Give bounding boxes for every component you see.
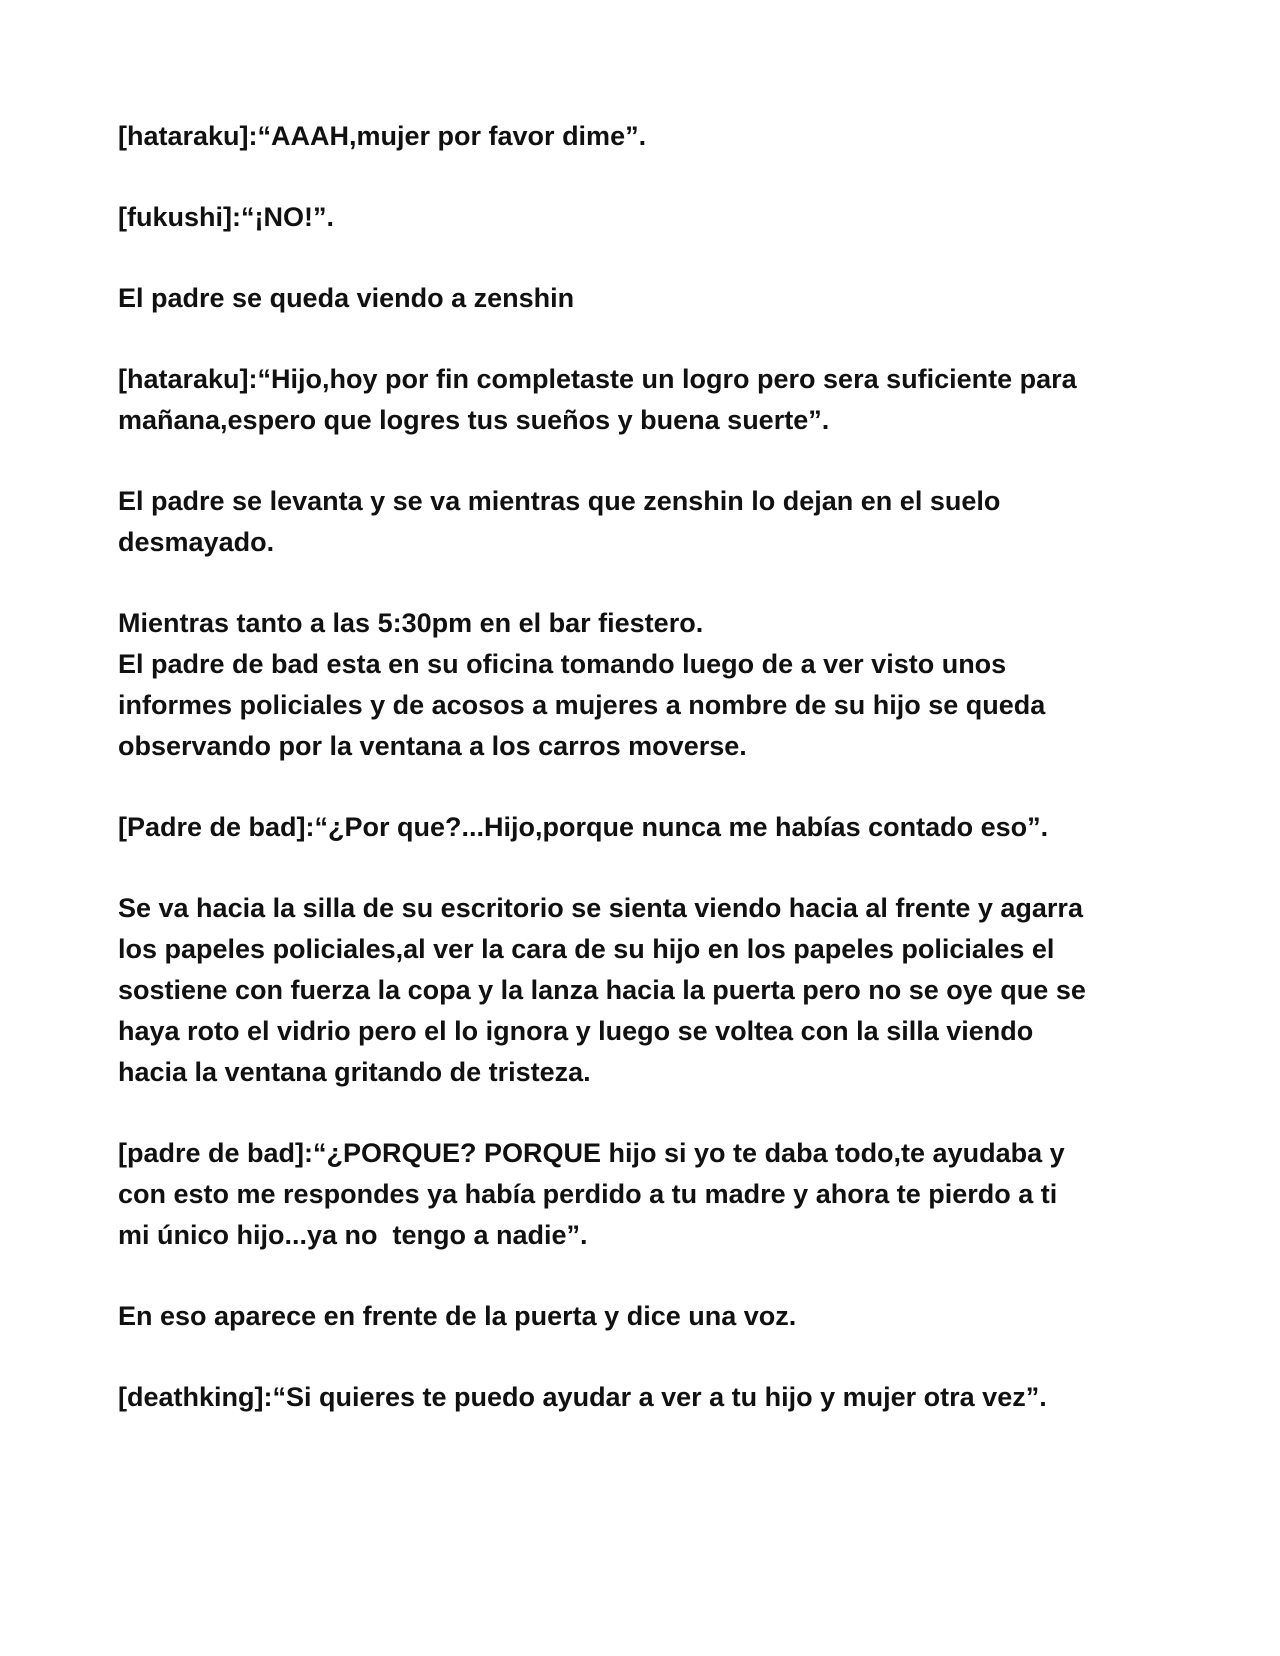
narration-paragraph [118,644,1178,767]
text-line: [Padre de bad]:“¿Por que?...Hijo,porque nunca me habías contado eso”. [118,812,1049,842]
text-line: [hataraku]:“AAAH,mujer por favor dime”. [118,121,647,151]
text-line: Se va hacia la silla de su escritorio se sienta viendo hacia al frente y agarra [118,893,1083,923]
dialogue-fukushi [118,197,1178,238]
text-line: desmayado. [118,527,275,557]
narration-paragraph [118,481,1178,563]
narration-paragraph [118,888,1178,1093]
text-line: Mientras tanto a las 5:30pm en el bar fiestero. [118,608,704,638]
text-line: El padre se queda viendo a zenshin [118,283,575,313]
dialogue-hataraku-2 [118,359,1178,441]
dialogue-padre-de-bad-2 [118,1133,1178,1256]
text-line: informes policiales y de acosos a mujeres a nombre de su hijo se queda [118,690,1046,720]
text-line: mi único hijo...ya no tengo a nadie”. [118,1220,588,1250]
document-body [118,116,1178,1458]
text-line: sostiene con fuerza la copa y la lanza hacia la puerta pero no se oye que se [118,975,1086,1005]
text-line: [padre de bad]:“¿PORQUE? PORQUE hijo si yo te daba todo,te ayudaba y [118,1138,1065,1168]
text-line: mañana,espero que logres tus sueños y buena suerte”. [118,405,830,435]
text-line: [fukushi]:“¡NO!”. [118,202,334,232]
text-line: El padre de bad esta en su oficina tomando luego de a ver visto unos [118,649,1007,679]
text-line: los papeles policiales,al ver la cara de su hijo en los papeles policiales el [118,934,1055,964]
text-line: [hataraku]:“Hijo,hoy por fin completaste un logro pero sera suficiente para [118,364,1077,394]
narration-paragraph [118,278,1178,319]
text-line: [deathking]:“Si quieres te puedo ayudar a ver a tu hijo y mujer otra vez”. [118,1382,1047,1412]
scene-heading [118,603,1178,644]
text-line: El padre se levanta y se va mientras que zenshin lo dejan en el suelo [118,486,1001,516]
text-line: observando por la ventana a los carros moverse. [118,731,747,761]
dialogue-padre-de-bad-1 [118,807,1178,848]
text-line: con esto me respondes ya había perdido a tu madre y ahora te pierdo a ti [118,1179,1058,1209]
narration-paragraph [118,1296,1178,1337]
dialogue-hataraku-1 [118,116,1178,157]
text-line: haya roto el vidrio pero el lo ignora y luego se voltea con la silla viendo [118,1016,1034,1046]
dialogue-deathking [118,1377,1178,1418]
text-line: hacia la ventana gritando de tristeza. [118,1057,591,1087]
text-line: En eso aparece en frente de la puerta y dice una voz. [118,1301,797,1331]
